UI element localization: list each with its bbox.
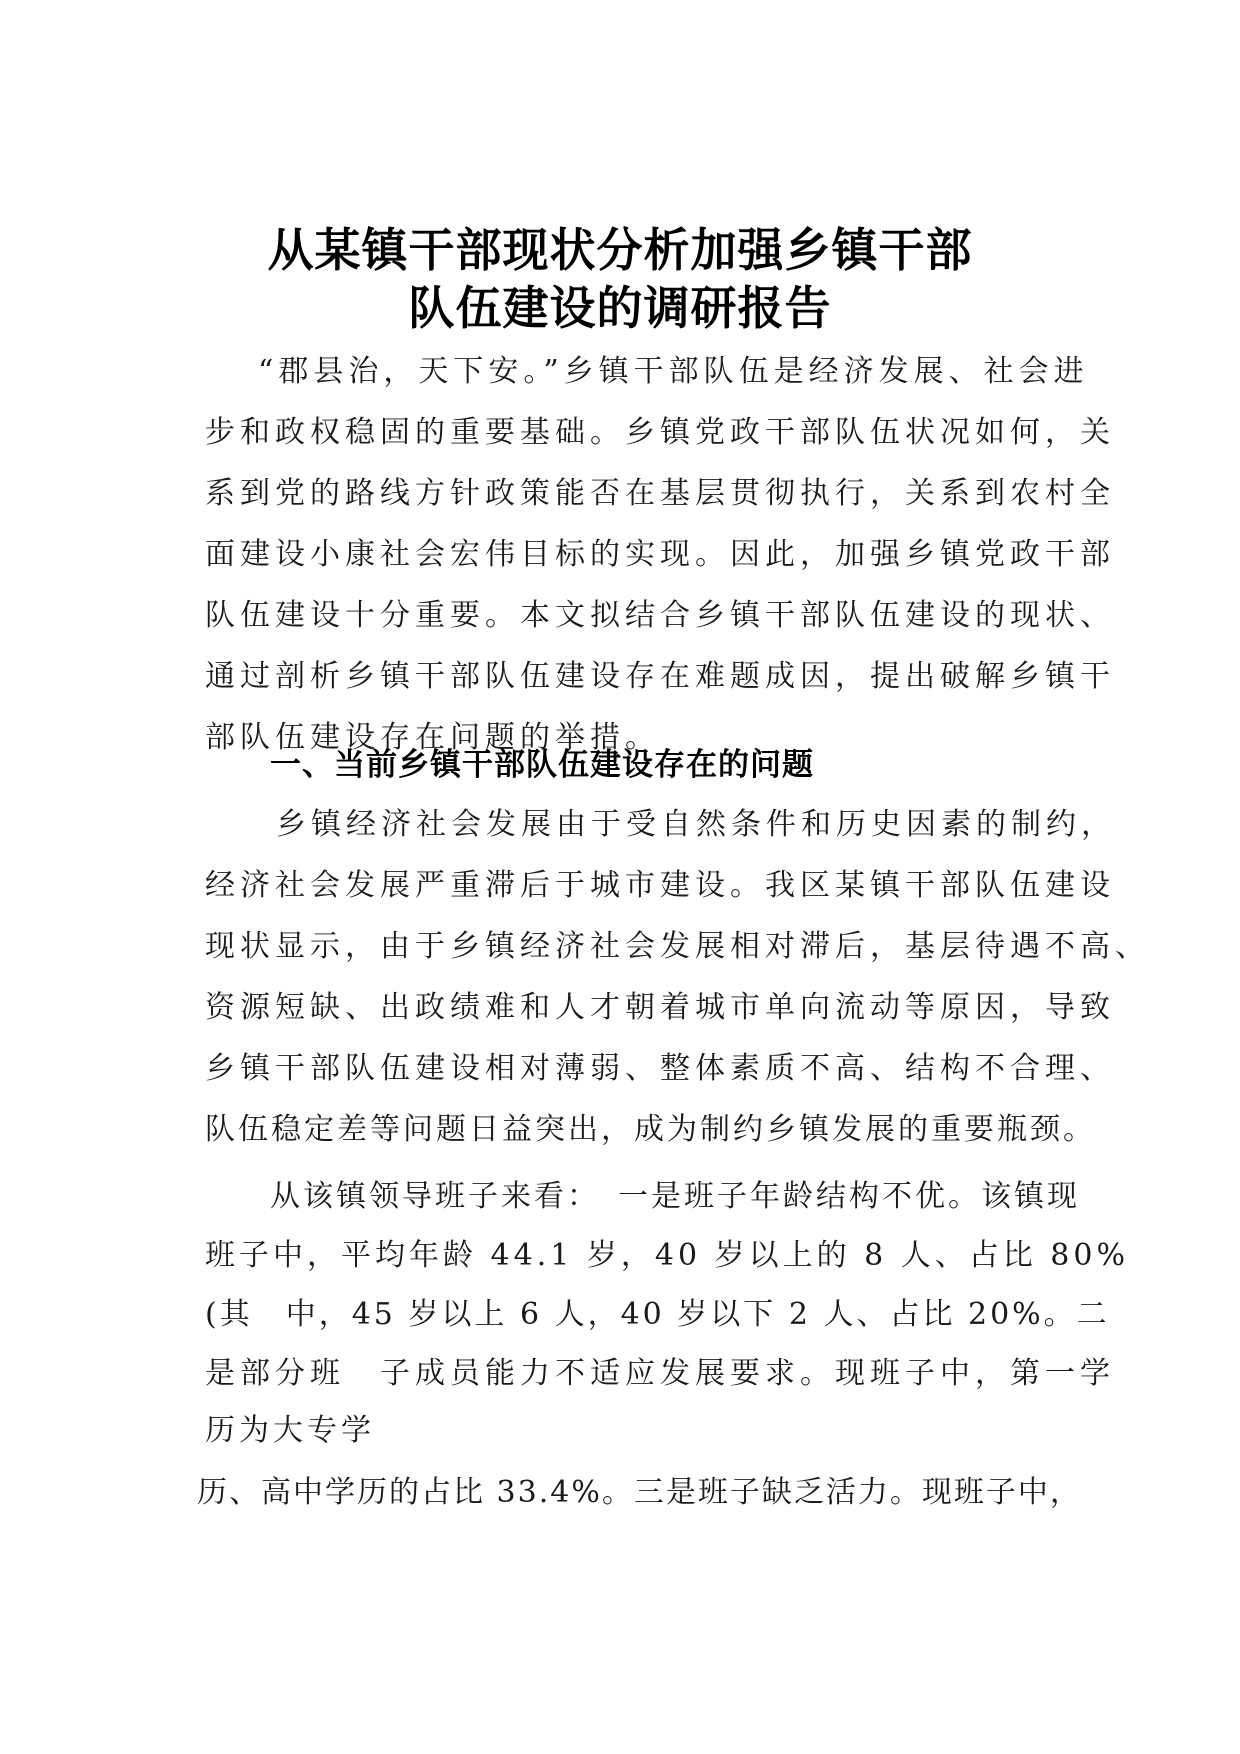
paragraph-1-line-6: 通过剖析乡镇干部队伍建设存在难题成因，提出破解乡镇干 (205, 659, 1115, 694)
paragraph-2-line-6: 队伍稳定差等问题日益突出，成为制约乡镇发展的重要瓶颈。 (205, 1112, 1096, 1147)
paragraph-1-line-7: 部队伍建设存在问题的举措。 (205, 720, 660, 755)
paragraph-1-line-4: 面建设小康社会宏伟目标的实现。因此，加强乡镇党政干部 (205, 537, 1115, 572)
paragraph-1-line-5: 队伍建设十分重要。本文拟结合乡镇干部队伍建设的现状、 (205, 598, 1115, 633)
paragraph-1-line-2: 步和政权稳固的重要基础。乡镇党政干部队伍状况如何，关 (205, 415, 1115, 450)
section-1-heading: 一、当前乡镇干部队伍建设存在的问题 (270, 747, 814, 783)
paragraph-2-line-4: 资源短缺、出政绩难和人才朝着城市单向流动等原因，导致 (205, 990, 1115, 1025)
paragraph-3-line-1: 从该镇领导班子来看： 一是班子年龄结构不优。该镇现 (270, 1179, 1080, 1214)
paragraph-3-line-6: 历、高中学历的占比 33.4%。三是班子缺乏活力。现班子中， (197, 1475, 1082, 1510)
paragraph-2-line-1: 乡镇经济社会发展由于受自然条件和历史因素的制约， (276, 807, 1116, 842)
paragraph-2-line-2: 经济社会发展严重滞后于城市建设。我区某镇干部队伍建设 (205, 868, 1115, 903)
paragraph-2-line-5: 乡镇干部队伍建设相对薄弱、整体素质不高、结构不合理、 (205, 1051, 1115, 1086)
document-title-line-1: 从某镇干部现状分析加强乡镇干部 (267, 223, 973, 277)
paragraph-3-line-2: 班子中，平均年龄 44.1 岁，40 岁以上的 8 人、占比 80% (205, 1238, 1129, 1273)
paragraph-3-line-5: 历为大专学 (205, 1413, 375, 1448)
document-title-line-2: 队伍建设的调研报告 (408, 281, 832, 335)
paragraph-2-line-3: 现状显示，由于乡镇经济社会发展相对滞后，基层待遇不高、 (205, 929, 1150, 964)
paragraph-1-line-3: 系到党的路线方针政策能否在基层贯彻执行，关系到农村全 (205, 476, 1115, 511)
paragraph-3-line-3: (其 中，45 岁以上 6 人，40 岁以下 2 人、占比 20%。二 (205, 1297, 1110, 1332)
paragraph-3-line-4: 是部分班 子成员能力不适应发展要求。现班子中，第一学 (205, 1356, 1115, 1391)
paragraph-1-line-1: “郡县治，天下安。”乡镇干部队伍是经济发展、社会进 (258, 354, 1089, 389)
